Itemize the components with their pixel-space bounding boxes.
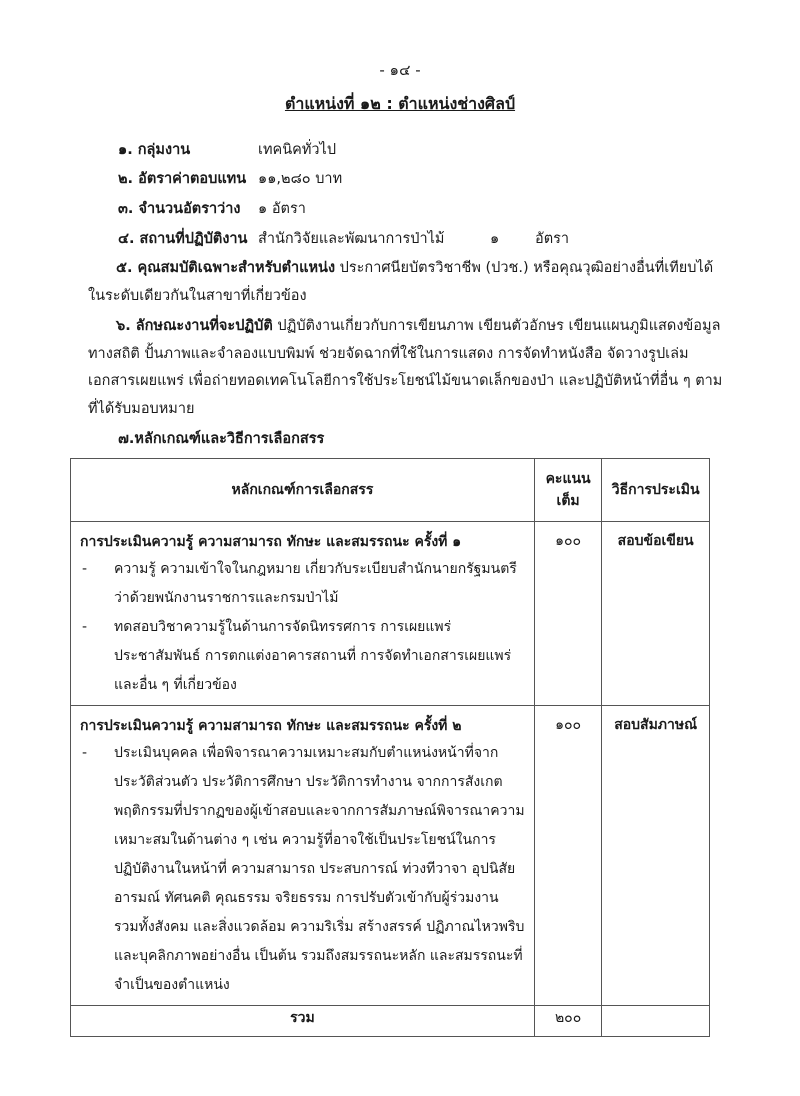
salary-value: ๑๑,๒๘๐ บาท — [258, 171, 343, 187]
list-item — [72, 739, 533, 1004]
total-score: ๒๐๐ — [534, 1006, 601, 1037]
duty-label: ๖. ลักษณะงานที่จะปฏิบัติ — [116, 318, 273, 334]
criteria-cell-2 — [71, 706, 535, 1006]
group-label: ๑. กลุ่มงาน — [118, 142, 191, 158]
qualification-paragraph — [88, 255, 728, 310]
qualification-label: ๕. คุณสมบัติเฉพาะสำหรับตำแหน่ง — [116, 260, 336, 276]
header-criteria: หลักเกณฑ์การเลือกสรร — [71, 459, 535, 522]
table-row — [71, 706, 710, 1006]
qualification-text: ประกาศนียบัตรวิชาชีพ (ปวช.) หรือคุณวุฒิอย่างอื่นที่เทียบได้ในระดับเดียวกันในสาขาที่เกี่ยวข้อง — [88, 260, 714, 304]
table-row — [71, 522, 710, 706]
workplace-count: ๑ — [490, 231, 500, 247]
header-score: คะแนน เต็ม — [534, 459, 601, 522]
bullet-text: ความรู้ ความเข้าใจในกฎหมาย เกี่ยวกับระเบียบสำนักนายกรัฐมนตรีว่าด้วยพนักงานราชการและกรมป่าไม้ — [114, 561, 517, 606]
score-cell-2: ๑๐๐ — [534, 706, 601, 1006]
workplace-unit: อัตรา — [535, 231, 570, 247]
table-header-row — [71, 459, 710, 522]
page-number: - ๑๔ - — [379, 61, 421, 79]
total-method-empty — [602, 1006, 710, 1037]
list-item — [72, 555, 533, 613]
duty-paragraph — [88, 313, 728, 423]
duty-text: ปฏิบัติงานเกี่ยวกับการเขียนภาพ เขียนตัวอักษร เขียนแผนภูมิแสดงข้อมูลทางสถิติ ปั้นภาพและจำลองแบบพิมพ์ ช่วยจัดฉากที่ใช้ในการแสดง การจัดทำหนังสือ จัดวางรูปเล่มเอกสารเผยแพร่ เพื่อถ่ายทอดเทคโนโลยีการใช้ประโยชน์ไม้ขนาดเล็กของป่า และปฏิบัติหน้าที่อื่น ๆ ตามที่ได้รับมอบหมาย — [88, 318, 723, 417]
criteria-heading: ๗.หลักเกณฑ์และวิธีการเลือกสรร — [118, 431, 325, 447]
total-label: รวม — [71, 1006, 535, 1037]
score-cell-1: ๑๐๐ — [534, 522, 601, 706]
vacancy-value: ๑ อัตรา — [258, 201, 306, 217]
criteria-cell-1 — [71, 522, 535, 706]
method-cell-1: สอบข้อเขียน — [602, 522, 710, 706]
criteria-table — [70, 458, 710, 1037]
bullet-marker: - — [82, 745, 88, 761]
total-row — [71, 1006, 710, 1037]
workplace-label: ๔. สถานที่ปฏิบัติงาน — [118, 231, 248, 247]
bullet-text: ประเมินบุคคล เพื่อพิจารณาความเหมาะสมกับตำแหน่งหน้าที่จากประวัติส่วนตัว ประวัติการศึกษา ประวัติการทำงาน จากการสังเกตพฤติกรรมที่ปรากฏของผู้เข้าสอบและจากการสัมภาษณ์พิจารณาความเหมาะสมในด้านต่าง ๆ เช่น ความรู้ที่อาจใช้เป็นประโยชน์ในการปฏิบัติงานในหน้าที่ ความสามารถ ประสบการณ์ ท่วงทีวาจา อุปนิสัย อารมณ์ ทัศนคติ คุณธรรม จริยธรรม การปรับตัวเข้ากับผู้ร่วมงาน รวมทั้งสังคม และสิ่งแวดล้อม ความริเริ่ม สร้างสรรค์ ปฏิภาณไหวพริบ และบุคลิกภาพอย่างอื่น เป็นต้น รวมถึงสมรรถนะหลัก และสมรรถนะที่จำเป็นของตำแหน่ง — [114, 745, 525, 993]
salary-label: ๒. อัตราค่าตอบแทน — [118, 171, 247, 187]
method-cell-2: สอบสัมภาษณ์ — [602, 706, 710, 1006]
bullet-text: ทดสอบวิชาความรู้ในด้านการจัดนิทรรศการ การเผยแพร่ประชาสัมพันธ์ การตกแต่งอาคารสถานที่ การจัดทำเอกสารเผยแพร่และอื่น ๆ ที่เกี่ยวข้อง — [114, 619, 512, 693]
group-value: เทคนิคทั่วไป — [258, 142, 337, 158]
bullet-marker: - — [82, 561, 88, 577]
section-title: การประเมินความรู้ ความสามารถ ทักษะ และสมรรถนะ ครั้งที่ ๒ — [80, 718, 462, 734]
position-title: ตำแหน่งที่ ๑๒ : ตำแหน่งช่างศิลป์ — [284, 94, 516, 113]
vacancy-label: ๓. จำนวนอัตราว่าง — [118, 201, 241, 217]
bullet-marker: - — [82, 619, 88, 635]
list-item — [72, 613, 533, 704]
workplace-value: สำนักวิจัยและพัฒนาการป่าไม้ — [258, 231, 445, 247]
section-title: การประเมินความรู้ ความสามารถ ทักษะ และสมรรถนะ ครั้งที่ ๑ — [80, 534, 462, 550]
header-method: วิธีการประเมิน — [602, 459, 710, 522]
